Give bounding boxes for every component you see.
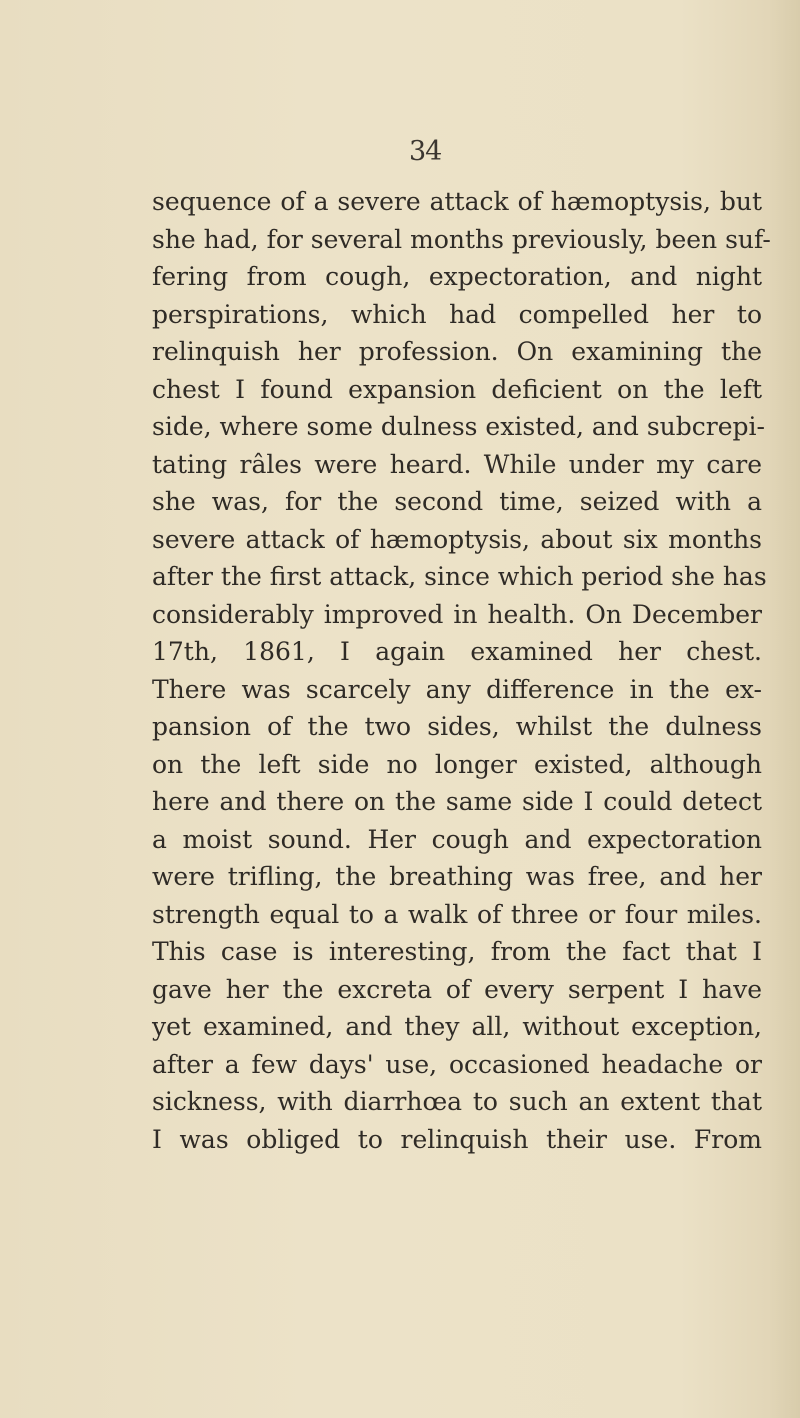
text-line: after a few days' use, occasioned headache or (152, 1049, 762, 1079)
text-line: a moist sound. Her cough and expectoration (152, 824, 762, 854)
text-line: were trifling, the breathing was free, and her (152, 862, 762, 891)
text-line: here and there on the same side I could detect (152, 787, 762, 816)
text-line: fering from cough, expectoration, and night (152, 262, 762, 291)
text-line: considerably improved in health. On December (152, 599, 762, 629)
text-line: sickness, with diarrhœa to such an extent that (152, 1087, 762, 1116)
text-line: This case is interesting, from the fact that I (152, 937, 762, 966)
text-line: on the left side no longer existed, although (152, 749, 762, 779)
text-line: yet examined, and they all, without exception, (152, 1012, 762, 1041)
text-line: I was obliged to relinquish their use. From (152, 1124, 762, 1154)
text-line: gave her the excreta of every serpent I have (152, 974, 762, 1004)
text-line: she had, for several months previously, been suf- (152, 224, 771, 254)
text-line: tating râles were heard. While under my care (152, 449, 762, 479)
text-line: strength equal to a walk of three or four miles. (152, 899, 762, 929)
text-line: pansion of the two sides, whilst the dulness (152, 712, 762, 741)
text-line: chest I found expansion deficient on the left (152, 374, 762, 404)
text-line: she was, for the second time, seized with a (152, 487, 762, 516)
text-line: 17th, 1861, I again examined her chest. (152, 637, 762, 666)
page-number: 34 (409, 136, 442, 167)
text-line: relinquish her profession. On examining the (152, 337, 762, 366)
text-line: perspirations, which had compelled her to (152, 299, 762, 329)
text-line: There was scarcely any difference in the ex- (152, 674, 762, 704)
text-line: after the first attack, since which period she has (152, 562, 767, 591)
body-text (152, 183, 771, 1158)
text-line: sequence of a severe attack of hæmoptysis, but (152, 187, 762, 216)
text-line: side, where some dulness existed, and subcrepi- (152, 412, 765, 441)
text-line: severe attack of hæmoptysis, about six months (152, 524, 762, 554)
